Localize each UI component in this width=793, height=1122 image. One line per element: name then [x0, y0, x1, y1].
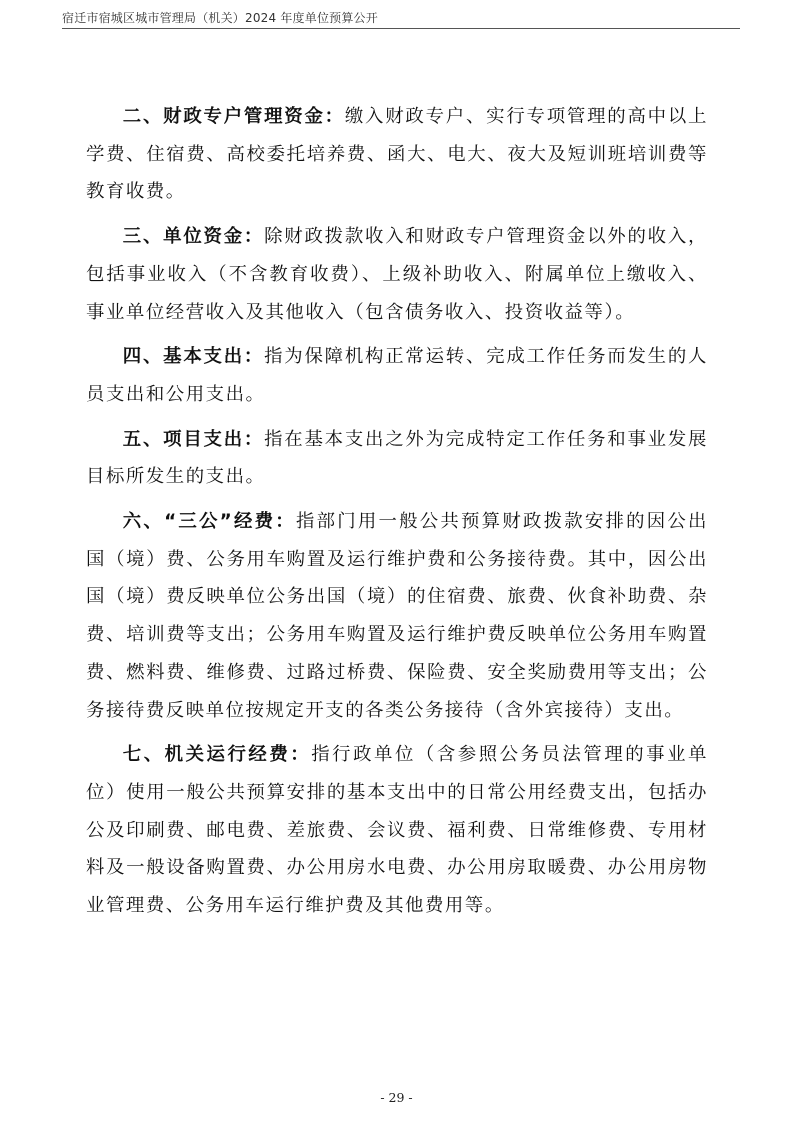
paragraph-text: 指在基本支出之外为完成特定工作任务和事业发展目标所发生的支出。	[86, 428, 708, 488]
paragraph-heading: 三、单位资金：	[122, 226, 265, 248]
paragraph-text: 除财政拨款收入和财政专户管理资金以外的收入，包括事业收入（不含教育收费）、上级补助收入、附属单位上缴收入、事业单位经营收入及其他收入（包含债务收入、投资收益等）。	[86, 226, 708, 323]
paragraph-fiscal-special-account	[86, 98, 708, 211]
paragraph-text: 指部门用一般公共预算财政拨款安排的因公出国（境）费、公务用车购置及运行维护费和公务接待费。其中，因公出国（境）费反映单位公务出国（境）的住宿费、旅费、伙食补助费、杂费、培训费等支出；公务用车购置及运行维护费反映单位公务用车购置费、燃料费、维修费、过路过桥费、保险费、安全奖励费用等支出；公务接待费反映单位按规定开支的各类公务接待（含外宾接待）支出。	[86, 511, 708, 721]
paragraph-heading: 七、机关运行经费：	[122, 744, 312, 766]
header-divider	[62, 28, 740, 29]
paragraph-text: 缴入财政专户、实行专项管理的高中以上学费、住宿费、高校委托培养费、函大、电大、夜大及短训班培训费等教育收费。	[86, 106, 708, 203]
paragraph-text: 指行政单位（含参照公务员法管理的事业单位）使用一般公共预算安排的基本支出中的日常公用经费支出，包括办公及印刷费、邮电费、差旅费、会议费、福利费、日常维修费、专用材料及一般设备购置费、办公用房水电费、办公用房取暖费、办公用房物业管理费、公务用车运行维护费及其他费用等。	[86, 744, 708, 917]
paragraph-heading: 二、财政专户管理资金：	[122, 106, 345, 127]
page-number: - 29 -	[380, 1090, 413, 1105]
paragraph-text: 指为保障机构正常运转、完成工作任务而发生的人员支出和公用支出。	[86, 346, 708, 405]
paragraph-heading: 四、基本支出：	[122, 346, 265, 368]
paragraph-basic-expenditure	[86, 338, 708, 413]
paragraph-unit-funds	[86, 218, 708, 331]
running-header: 宿迁市宿城区城市管理局（机关）2024 年度单位预算公开	[62, 11, 378, 25]
paragraph-project-expenditure	[86, 421, 708, 496]
paragraph-agency-operating-funds	[86, 736, 708, 925]
paragraph-heading: 五、项目支出：	[122, 428, 265, 450]
paragraph-heading: 六、“三公”经费：	[122, 511, 296, 533]
paragraph-three-public-expenses	[86, 503, 708, 729]
document-body	[86, 98, 708, 932]
